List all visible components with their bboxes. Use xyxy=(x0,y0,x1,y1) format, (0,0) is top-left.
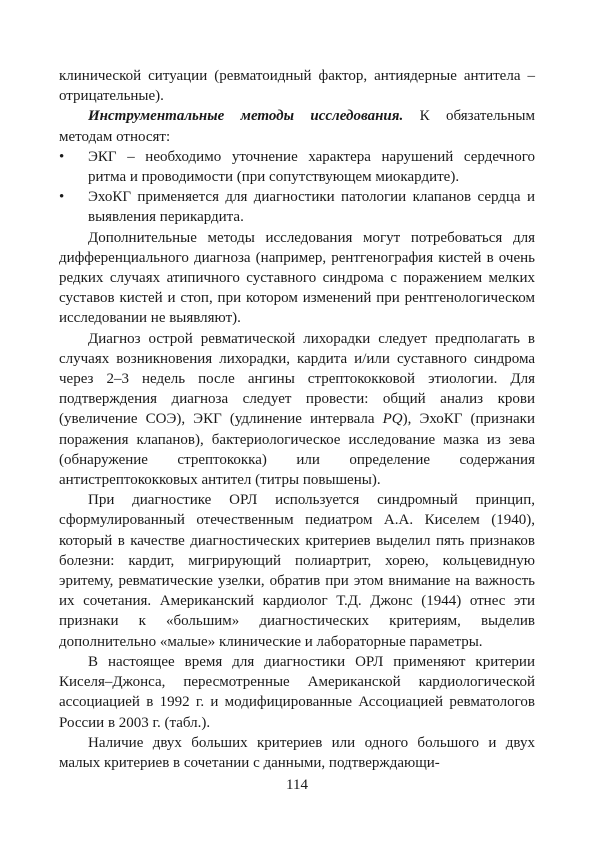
bullet-icon: • xyxy=(59,148,65,165)
paragraph-instrumental-methods xyxy=(59,106,535,146)
paragraph-kisel-jones-criteria xyxy=(59,652,535,733)
paragraph-text: ), ЭхоКГ (признаки поражения клапанов), бактериологическое исследование мазка из зева (обнаружение стрептококка) или определение содержания антистрептококковых антител (титры повышены). xyxy=(59,411,535,489)
paragraph-text: Дополнительные методы исследования могут потребоваться для дифференциального диагноза (например, рентгенография кистей в очень редких случаях атипичного суставного синдрома с поражением мелких суставов кистей и стоп, при котором изменений при рентгенологическом исследовании не выявляют). xyxy=(59,229,535,327)
paragraph-syndromic-principle xyxy=(59,490,535,652)
paragraph-text: При диагностике ОРЛ используется синдромный принцип, сформулированный отечественным педиатром А.А. Киселем (1940), который в качестве диагностических критериев выделил пять признаков болезни: кардит, мигрирующий полиартрит, хорею, кольцевидную эритему, ревматические узелки, обратив при этом внимание на важность их сочетания. Американский кардиолог Т.Д. Джонс (1944) отнес эти признаки к «большим» диагностических критериям, выделив дополнительно «малые» клинические и лабораторные параметры. xyxy=(59,492,535,650)
paragraph-additional-methods xyxy=(59,228,535,329)
bullet-list xyxy=(59,147,535,228)
paragraph-lab-results xyxy=(59,66,535,106)
paragraph-text: Диагноз острой ревматической лихорадки следует предполагать в случаях возникновения лихорадки, кардита и/или суставного синдрома через 2–3 недель после ангины стрептококковой этиологии. Для подтверждения диагноза следует провести: общий анализ крови (увеличение СОЭ), ЭКГ (удлинение интервала xyxy=(59,330,535,428)
list-item-text: ЭКГ – необходимо уточнение характера нарушений сердечного ритма и проводимости (при сопутствующем миокардите). xyxy=(88,148,535,186)
section-heading: Инструментальные методы исследования. xyxy=(88,108,404,125)
paragraph-text: клинической ситуации (ревматоидный фактор, антиядерные антитела – отрицательные). xyxy=(59,68,535,105)
paragraph-diagnosis xyxy=(59,329,535,491)
page-body xyxy=(59,66,535,773)
paragraph-text: В настоящее время для диагностики ОРЛ применяют критерии Киселя–Джонса, пересмотренные Американской кардиологической ассоциацией в 1992 г. и модифицированные Ассоциацией ревматологов России в 2003 г. (табл.). xyxy=(59,653,535,731)
paragraph-criteria-combination xyxy=(59,733,535,773)
list-item-ecg xyxy=(59,147,535,187)
list-item-echo xyxy=(59,187,535,227)
bullet-icon: • xyxy=(59,189,65,206)
list-item-text: ЭхоКГ применяется для диагностики патологии клапанов сердца и выявления перикардита. xyxy=(88,189,535,226)
page-number: 114 xyxy=(286,777,308,793)
interval-term: PQ xyxy=(382,411,403,428)
paragraph-text: Наличие двух больших критериев или одного большого и двух малых критериев в сочетании с данными, подтверждающи- xyxy=(59,734,535,771)
paragraph-text: К обязательным методам относят: xyxy=(59,108,535,145)
